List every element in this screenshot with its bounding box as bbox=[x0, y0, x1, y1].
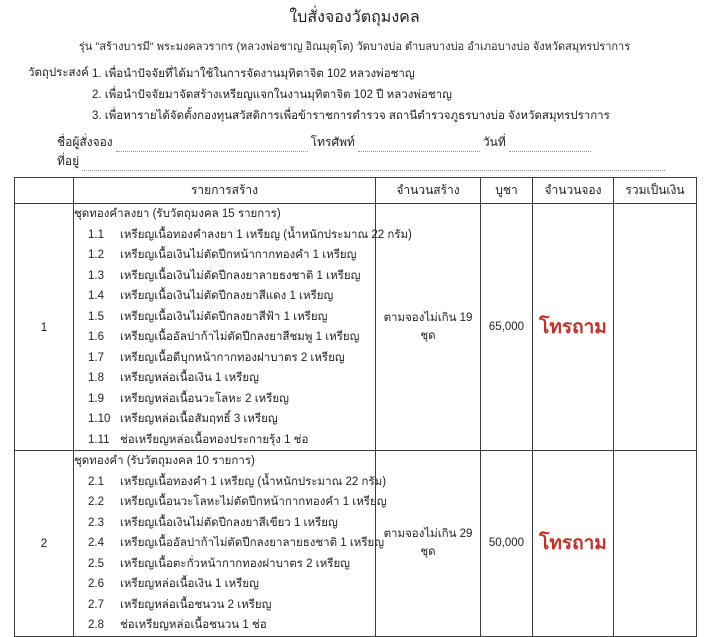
item-line bbox=[74, 409, 375, 430]
item-line bbox=[74, 348, 375, 369]
item-number: 1.1 bbox=[88, 228, 104, 241]
order-table bbox=[14, 177, 697, 637]
header-item: รายการสร้าง bbox=[74, 178, 376, 204]
page-subtitle: รุ่น "สร้างบารมี" พระมงคลวรากร (หลวงพ่อชาญ อิณมุตุโต) วัดบางบ่อ ตำบลบางบ่อ อำเภอบางบ่อ จังหวัดสมุทรปราการ bbox=[78, 41, 631, 53]
item-description: เหรียญหล่อเนื้อชนวน 2 เหรียญ bbox=[120, 598, 272, 611]
objectives-label: วัตถุประสงค์ bbox=[28, 67, 89, 79]
item-number: 2.7 bbox=[88, 598, 104, 611]
item-line bbox=[74, 574, 375, 595]
objective-line: 1. เพื่อนำปัจจัยที่ได้มาใช้ในการจัดงานมุทิตาจิต 102 หลวงพ่อชาญ bbox=[92, 68, 415, 80]
item-line bbox=[74, 368, 375, 389]
item-description: เหรียญเนื้อนวะโลหะไม่ตัดปีกหน้ากากทองคำ 1 เหรียญ bbox=[120, 496, 387, 508]
row-number: 1 bbox=[15, 204, 74, 451]
price-cell: 65,000 bbox=[481, 204, 533, 451]
item-line bbox=[74, 595, 375, 616]
item-line bbox=[74, 307, 375, 328]
row-number: 2 bbox=[15, 451, 74, 637]
item-description: เหรียญหล่อเนื้อสัมฤทธิ์ 3 เหรียญ bbox=[120, 413, 278, 425]
orderer-name-field bbox=[116, 137, 308, 152]
item-description: เหรียญเนื้อเงินไม่ตัดปีกลงยาสีเขียว 1 เหรียญ bbox=[120, 516, 338, 529]
total-amount-cell bbox=[614, 204, 697, 451]
item-number: 1.9 bbox=[88, 392, 104, 405]
item-number: 2.8 bbox=[88, 619, 104, 631]
item-description: เหรียญเนื้อเงินไม่ตัดปีกลงยาสีแดง 1 เหรียญ bbox=[120, 290, 334, 302]
address-field bbox=[82, 156, 665, 171]
objective-line: 3. เพื่อหารายได้จัดตั้งกองทุนสวัสดิการเพื่อข้าราชการตำรวจ สถานีตำรวจภูธรบางบ่อ จังหวัดสมุทรปราการ bbox=[92, 110, 610, 122]
item-line bbox=[74, 472, 387, 493]
order-table-body bbox=[15, 204, 697, 637]
item-description: เหรียญเนื้อเงินไม่ตัดปีกลงยาลายธงชาติ 1 เหรียญ bbox=[120, 269, 361, 282]
item-description: เหรียญเนื้อเงินไม่ตัดปีกหน้ากากทองคำ 1 เหรียญ bbox=[120, 249, 357, 261]
item-number: 1.11 bbox=[88, 433, 110, 446]
item-number: 1.4 bbox=[88, 290, 104, 302]
item-line bbox=[74, 266, 375, 287]
item-line bbox=[74, 245, 375, 266]
item-description: เหรียญหล่อเนื้อนวะโลหะ 2 เหรียญ bbox=[120, 392, 289, 405]
item-description: เหรียญเนื้อตะกั่วหน้ากากทองฝาบาตร 2 เหรียญ bbox=[120, 557, 350, 570]
objective-line: 2. เพื่อนำปัจจัยมาจัดสร้างเหรียญแจกในงานมุทิตาจิต 102 ปี หลวงพ่อชาญ bbox=[92, 89, 452, 101]
item-number: 2.1 bbox=[88, 475, 104, 488]
phone-field bbox=[358, 137, 480, 152]
objectives-section bbox=[28, 64, 709, 127]
item-number: 2.2 bbox=[88, 496, 104, 508]
header-made: จำนวนสร้าง bbox=[376, 178, 481, 204]
quantity-made-cell: ตามจองไม่เกิน 29 ชุด bbox=[376, 451, 481, 637]
set-title: ชุดทองคำ (รับวัตถุมงคล 10 รายการ) bbox=[74, 455, 255, 467]
item-line bbox=[74, 327, 375, 348]
item-description: เหรียญเนื้อดีบุกหน้ากากทองฝาบาตร 2 เหรียญ bbox=[120, 351, 345, 364]
date-field bbox=[509, 137, 591, 152]
item-list bbox=[74, 225, 412, 451]
item-list-cell bbox=[74, 451, 387, 637]
header-no bbox=[15, 178, 74, 204]
phone-label: โทรศัพท์ bbox=[310, 135, 355, 149]
set-title: ชุดทองคำลงยา (รับวัตถุมงคล 15 รายการ) bbox=[74, 208, 281, 220]
page-title: ใบสั่งจองวัตถุมงคล bbox=[289, 9, 420, 26]
header-price: บูชา bbox=[481, 178, 533, 204]
table-header-row bbox=[15, 178, 697, 204]
item-number: 2.4 bbox=[88, 537, 104, 549]
item-number: 2.3 bbox=[88, 516, 104, 529]
objectives-list bbox=[92, 64, 610, 127]
item-description: ช่อเหรียญหล่อเนื้อชนวน 1 ช่อ bbox=[120, 619, 267, 631]
address-line bbox=[57, 152, 709, 171]
header-total: รวมเป็นเงิน bbox=[614, 178, 697, 204]
item-number: 1.10 bbox=[88, 413, 111, 425]
item-description: เหรียญหล่อเนื้อเงิน 1 เหรียญ bbox=[120, 578, 259, 590]
item-line bbox=[74, 492, 387, 513]
orderer-line bbox=[57, 131, 709, 152]
item-number: 1.8 bbox=[88, 372, 104, 384]
item-number: 1.6 bbox=[88, 331, 104, 343]
item-line bbox=[74, 286, 375, 307]
item-number: 2.6 bbox=[88, 578, 104, 590]
orderer-name-label: ชื่อผู้สั่งจอง bbox=[57, 135, 113, 149]
table-row bbox=[15, 204, 697, 451]
item-line bbox=[74, 430, 375, 451]
table-row bbox=[15, 451, 697, 637]
date-label: วันที่ bbox=[482, 135, 506, 149]
item-line bbox=[74, 554, 375, 575]
item-description: เหรียญเนื้ออัลปาก้าไม่ตัดปีกลงยาสีชมพู 1 เหรียญ bbox=[120, 331, 360, 343]
item-number: 1.3 bbox=[88, 269, 104, 282]
price-cell: 50,000 bbox=[481, 451, 533, 637]
quantity-made-cell: ตามจองไม่เกิน 19 ชุด bbox=[376, 204, 481, 451]
item-description: เหรียญหล่อเนื้อเงิน 1 เหรียญ bbox=[120, 372, 259, 384]
item-line bbox=[74, 533, 385, 554]
item-line bbox=[74, 615, 375, 636]
item-line bbox=[74, 513, 375, 534]
item-number: 1.2 bbox=[88, 249, 104, 261]
item-list bbox=[74, 472, 387, 636]
item-number: 1.7 bbox=[88, 351, 104, 364]
header-booked: จำนวนจอง bbox=[533, 178, 614, 204]
item-line bbox=[74, 389, 375, 410]
item-list-cell bbox=[74, 204, 412, 451]
quantity-booked-cell: โทรถาม bbox=[533, 204, 614, 451]
item-description: เหรียญเนื้อเงินไม่ตัดปีกลงยาสีฟ้า 1 เหรียญ bbox=[120, 310, 328, 323]
item-line bbox=[74, 225, 412, 246]
item-number: 1.5 bbox=[88, 310, 104, 323]
item-description: ช่อเหรียญหล่อเนื้อทองประกายรุ้ง 1 ช่อ bbox=[120, 433, 309, 446]
quantity-booked-cell: โทรถาม bbox=[533, 451, 614, 637]
item-description: เหรียญเนื้อทองคำ 1 เหรียญ (น้ำหนักประมาณ 22 กรัม) bbox=[120, 475, 387, 488]
item-description: เหรียญเนื้อทองคำลงยา 1 เหรียญ (น้ำหนักประมาณ 22 กรัม) bbox=[120, 228, 412, 241]
item-description: เหรียญเนื้ออัลปาก้าไม่ตัดปีกลงยาลายธงชาติ 1 เหรียญ bbox=[120, 537, 385, 549]
item-number: 2.5 bbox=[88, 557, 104, 570]
total-amount-cell bbox=[614, 451, 697, 637]
address-label: ที่อยู่ bbox=[57, 154, 80, 168]
